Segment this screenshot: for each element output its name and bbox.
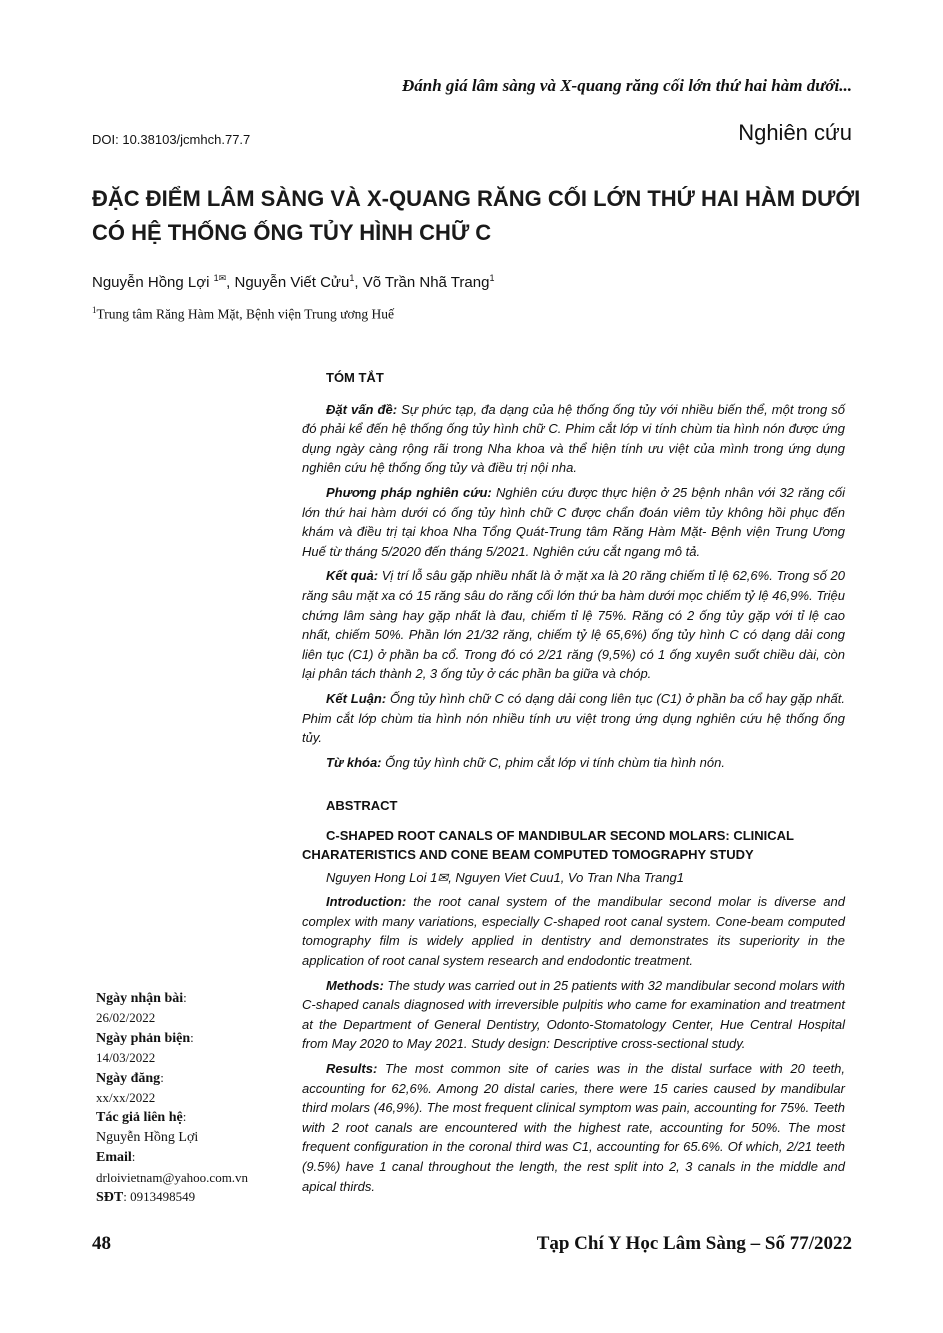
running-title: Đánh giá lâm sàng và X-quang răng cối lớn thứ hai hàm dưới...	[401, 76, 852, 95]
abstract-paragraph: Introduction: the root canal system of the mandibular second molar is diverse and complex with many variations, especially C-shaped root canal system. Cone-beam computed tomography film is widely applied in dentistry and demonstrates its superiority in the application of root canal system research and endodontic treatment.	[302, 894, 845, 968]
author: Nguyễn Hồng Lợi	[92, 274, 210, 291]
author: Nguyễn Viết Cửu	[234, 274, 350, 291]
page-number: 48	[92, 1233, 111, 1254]
affiliation: $^1$Trung tâm Răng Hàm Mặt, Bệnh viện Trung ương Huế	[92, 305, 394, 322]
abstract-paragraph: Methods: The study was carried out in 25 patients with 32 mandibular second molars with C-shaped canals diagnosed with irreversible pulpitis who came for examination and treatment at the Department of General Dentistry, Odonto-Stomatology Center, Hue Central Hospital from May 2020 to May 2021. Study design: Descriptive cross-sectional study.	[302, 977, 845, 1052]
english-title: C-SHAPED ROOT CANALS OF MANDIBULAR SECOND MOLARS: CLINICAL CHARATERISTICS AND CONE BEAM COMPUTED TOMOGRAPHY STUDY	[302, 827, 794, 862]
english-authors: Nguyen Hong Loi 1✉, Nguyen Viet Cuu1, Vo Tran Nha Trang1	[326, 869, 685, 885]
english-abstract	[302, 796, 845, 1201]
author: Võ Trần Nhã Trang	[362, 274, 490, 291]
section-label: Nghiên cứu	[738, 120, 852, 145]
email-link[interactable]: drloivietnam@yahoo.com.vn	[96, 1169, 249, 1185]
summary-paragraph: Phương pháp nghiên cứu: Nghiên cứu được thực hiện ở 25 bệnh nhân với 32 răng cối lớn thứ hai hàm dưới có ống tủy hình chữ C được chẩn đoán viêm tủy không hồi phục đến khám và điều trị tại khoa Nha Tổng Quát-Trung tâm Răng Hàm Mặt- Bệnh viện Trung Ương Huế từ tháng 5/2020 đến tháng 5/2021. Nghiên cứu cắt ngang mô tả.	[302, 484, 845, 559]
keywords: Từ khóa: Ống tủy hình chữ C, phim cắt lớp vi tính chùm tia hình nón.	[326, 754, 725, 770]
abstract-heading: ABSTRACT	[326, 798, 398, 813]
summary-paragraph: Đặt vấn đề: Sự phức tạp, đa dạng của hệ thống ống tủy với nhiều biến thể, một trong số đó phải kể đến hệ thống ống tủy hình chữ C. Phim cắt lớp vi tính chùm tia hình nón được ứng dụng ngày càng rộng rãi trong Nha khoa và thể hiện tính ưu việt của mình trong ứng dụng nghiên cứu hệ thống ống tủy và điều trị nội nha.	[302, 401, 846, 476]
doi: DOI: 10.38103/jcmhch.77.7	[92, 132, 251, 147]
abstract-paragraph: Results: The most common site of caries was in the distal surface with 20 teeth, accounting for 62,6%. Among 20 distal caries, there were 15 caries caused by mandibular third molars (46,9%). The most frequent clinical symptom was pain, accounting for 75%. Teeth with 2 root canals are encountered with the highest rate, accounting for 50%. The most frequent configuration in the coronal third was C1, accounting for 65.6%. Of which, 2/21 teeth (9.5%) have 1 canal throughout the length, the rest split into 2, 3 canals in the middle and apical thirds.	[302, 1060, 845, 1194]
authors: Nguyễn Hồng Lợi $^{1✉}$, Nguyễn Viết Cửu$^1$, Võ Trần Nhã Trang$^1$	[92, 273, 495, 291]
summary-heading: TÓM TẮT	[326, 370, 384, 385]
summary-paragraph: Kết quả: Vị trí lỗ sâu gặp nhiều nhất là ở mặt xa là 20 răng chiếm tỉ lệ 62,6%. Trong số 20 răng sâu mặt xa có 15 răng sâu do răng cối lớn thứ ba hàm dưới mọc chiếm tỷ lệ 46,9%. Triệu chứng lâm sàng hay gặp nhất là đau, chiếm tỉ lệ 75%. Răng có 2 ống tủy gặp với tỉ lệ cao nhất, chiếm 50%. Phần lớn 21/32 răng, chiếm tỷ lệ 65,6%) ống tủy hình C có dạng dải cong liên tục (C1) ở phần ba cổ. Trong đó có 2/21 răng (9,5%) có 1 ống xuyên suốt chiều dài, còn lại phân tách thành 2, 3 ống tủy ở các phần ba giữa và chóp.	[302, 568, 846, 682]
vietnamese-summary	[302, 368, 845, 777]
journal-name: Tạp Chí Y Học Lâm Sàng – Số 77/2022	[536, 1233, 852, 1254]
article-title: ĐẶC ĐIỂM LÂM SÀNG VÀ X-QUANG RĂNG CỐI LỚN THỨ HAI HÀM DƯỚI CÓ HỆ THỐNG ỐNG TỦY HÌNH CHỮ C	[92, 186, 861, 245]
article-info: Ngày nhận bài: 26/02/2022 Ngày phản biện: 14/03/2022 Ngày đăng: xx/xx/2022 Tác giả liên hệ: Nguyễn Hồng Lợi Email: drloivietnam@yahoo.com.vn SĐT: 0913498549	[96, 990, 249, 1206]
summary-paragraph: Kết Luận: Ống tủy hình chữ C có dạng dải cong liên tục (C1) ở phần ba cổ hay gặp nhất. Phim cắt lớp chùm tia hình nón nhiều tính ưu việt trong ứng dụng nghiên cứu hệ thống ống tủy.	[302, 690, 845, 746]
